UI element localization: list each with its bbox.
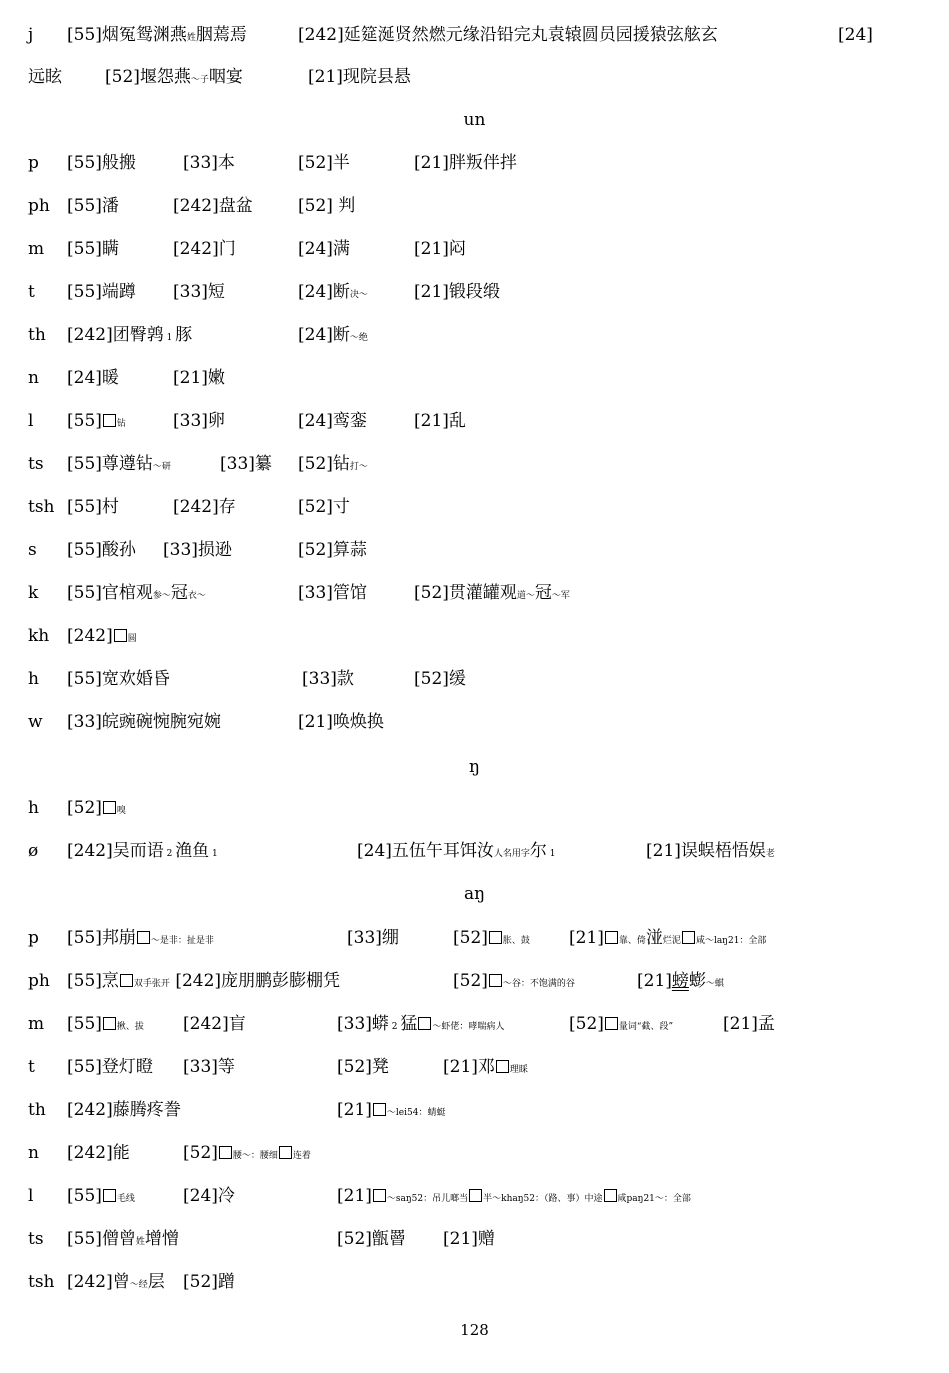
characters: [33]管馆 — [298, 583, 367, 603]
initial-label: p — [28, 153, 39, 173]
tone-group — [67, 322, 192, 351]
initial-row — [0, 1269, 949, 1295]
characters: [55]尊遵钻 — [67, 454, 153, 474]
tone-group — [723, 1011, 775, 1037]
gloss-note: 连着 — [292, 1151, 311, 1161]
missing-char-box — [469, 1189, 482, 1202]
initial-label: l — [28, 411, 34, 431]
gloss-note: 打～ — [349, 462, 368, 472]
tone-group — [298, 451, 368, 480]
characters: [33]款 — [302, 669, 354, 689]
gloss-note: ～经 — [129, 1280, 148, 1290]
tone-group — [308, 64, 411, 90]
missing-char-box — [103, 414, 116, 427]
characters: [55]酸孙 — [67, 540, 136, 560]
characters: [24]满 — [298, 239, 350, 259]
characters: [24]冷 — [183, 1186, 235, 1206]
gloss-note: ～saŋ52：吊儿啷当 — [386, 1194, 469, 1204]
tone-group — [337, 1226, 406, 1252]
tone-group — [298, 22, 718, 48]
characters: [21]锻段缎 — [414, 282, 500, 302]
gloss-note: 姓 — [186, 33, 196, 43]
characters: [55]宽欢婚昏 — [67, 669, 170, 689]
tone-group — [105, 64, 243, 93]
initial-row — [0, 795, 949, 821]
characters: 蟛 — [688, 971, 706, 991]
characters: [21]现院县悬 — [308, 67, 411, 87]
initial-row — [0, 365, 949, 391]
gloss-note: 胀、鼓 — [502, 936, 530, 946]
gloss-note: ～谷：不饱满的谷 — [502, 979, 575, 989]
gloss-note: 圆 — [127, 634, 137, 644]
initial-row — [0, 279, 949, 305]
tone-group — [173, 236, 236, 262]
gloss-note: 腰～：腰细 — [232, 1151, 278, 1161]
characters: [24]断 — [298, 325, 350, 345]
characters: [33]损逊 — [163, 540, 232, 560]
page-number: 128 — [460, 1321, 489, 1339]
characters: [33]蟒 — [337, 1014, 389, 1034]
characters: [33]绷 — [347, 928, 399, 948]
missing-char-box — [496, 1060, 509, 1073]
missing-char-box — [604, 1189, 617, 1202]
initial-label: ph — [28, 971, 50, 991]
underlined-characters: 螃 — [671, 971, 689, 991]
gloss-note: 参～ — [152, 591, 171, 601]
gloss-note: 人名用字 — [493, 849, 530, 859]
missing-char-box — [120, 974, 133, 987]
characters: [55]般搬 — [67, 153, 136, 173]
tone-group — [453, 968, 575, 997]
gloss-note: ～虾佬：哮喘病人 — [432, 1022, 505, 1032]
characters: [55]烹 — [67, 971, 119, 991]
tone-group — [298, 580, 367, 606]
characters: [52]蹭 — [183, 1272, 235, 1292]
gloss-note: 毛线 — [116, 1194, 135, 1204]
gloss-note: 2 — [388, 1022, 401, 1032]
tone-group — [414, 580, 570, 609]
initial-row — [0, 236, 949, 262]
tone-group — [569, 925, 766, 954]
gloss-note: 量词“截、段” — [618, 1022, 674, 1032]
characters: [21]胖叛伴拌 — [414, 153, 517, 173]
characters: [52] — [453, 971, 488, 991]
tone-group — [67, 1183, 135, 1212]
initial-row — [0, 580, 949, 606]
tone-group — [302, 666, 354, 692]
characters: [55]潘 — [67, 196, 119, 216]
characters: 渔鱼 — [175, 841, 210, 861]
tone-group — [67, 968, 340, 997]
tone-group — [67, 666, 170, 692]
characters: [55] — [67, 1014, 102, 1034]
tone-group — [298, 537, 367, 563]
missing-char-box — [137, 931, 150, 944]
initial-row — [0, 451, 949, 477]
initial-row — [0, 150, 949, 176]
tone-group — [443, 1226, 495, 1252]
tone-group — [443, 1054, 528, 1083]
characters: [52]凳 — [337, 1057, 389, 1077]
tone-group — [646, 838, 775, 867]
initial-label: t — [28, 282, 35, 302]
initial-row — [0, 623, 949, 649]
gloss-note: 揪、拔 — [116, 1022, 144, 1032]
initial-label: tsh — [28, 1272, 55, 1292]
characters: [21]唤焕换 — [298, 712, 384, 732]
characters: [52]缓 — [414, 669, 466, 689]
characters: [33]皖豌碗惋腕宛婉 — [67, 712, 221, 732]
initial-label: h — [28, 798, 39, 818]
tone-group — [183, 1054, 235, 1080]
tone-group — [67, 1054, 153, 1080]
gloss-note: 咸～laŋ21：全部 — [695, 936, 767, 946]
initial-label: n — [28, 1143, 39, 1163]
tone-group — [337, 1097, 445, 1126]
characters: [242]门 — [173, 239, 236, 259]
characters: [52] — [67, 798, 102, 818]
gloss-note: 姓 — [135, 1237, 145, 1247]
characters: [52] — [453, 928, 488, 948]
initial-row — [0, 537, 949, 563]
initial-label: th — [28, 325, 46, 345]
tone-group — [67, 1226, 179, 1255]
characters: [55]邦崩 — [67, 928, 136, 948]
characters: 远眩 — [28, 67, 62, 87]
tone-group — [183, 1011, 246, 1037]
gloss-note: ～lei54：蜻蜓 — [386, 1108, 446, 1118]
tone-group — [67, 1140, 130, 1166]
characters: [33]卵 — [173, 411, 225, 431]
gloss-note: 决～ — [349, 290, 368, 300]
gloss-note: 烂泥 — [662, 936, 681, 946]
initial-label: k — [28, 583, 39, 603]
tone-group — [67, 925, 214, 954]
tone-group — [414, 236, 466, 262]
characters: [52] 判 — [298, 196, 356, 216]
characters: [21] — [637, 971, 672, 991]
gloss-note: 道～ — [516, 591, 535, 601]
characters: [242]能 — [67, 1143, 130, 1163]
initial-row — [0, 925, 949, 951]
missing-char-box — [279, 1146, 292, 1159]
characters: [52]寸 — [298, 497, 350, 517]
missing-char-box — [219, 1146, 232, 1159]
initial-label: th — [28, 1100, 46, 1120]
initial-row — [0, 193, 949, 219]
tone-group — [298, 236, 350, 262]
gloss-note: 半～khaŋ52：（路、事）中途 — [483, 1194, 603, 1204]
tone-group — [298, 709, 384, 735]
characters: 豚 — [175, 325, 193, 345]
initial-label: j — [28, 25, 34, 45]
characters: [21] — [337, 1186, 372, 1206]
characters: 胭蔫焉 — [195, 25, 247, 45]
tone-group — [569, 1011, 673, 1040]
tone-group — [67, 1269, 165, 1298]
characters: [21]孟 — [723, 1014, 775, 1034]
initial-row — [0, 1140, 949, 1166]
missing-char-box — [373, 1189, 386, 1202]
gloss-note: ～研 — [152, 462, 171, 472]
initial-label: m — [28, 1014, 45, 1034]
gloss-note: 双手张开 — [133, 979, 170, 989]
tone-group — [347, 925, 399, 951]
tone-group — [67, 408, 126, 437]
tone-group — [414, 408, 466, 434]
gloss-note: 嗅 — [116, 806, 126, 816]
initial-row — [0, 1054, 949, 1080]
gloss-note: ～子 — [190, 75, 209, 85]
gloss-note: ～军 — [551, 591, 570, 601]
characters: [24]暖 — [67, 368, 119, 388]
initial-row — [0, 1183, 949, 1209]
characters: [21]赠 — [443, 1229, 495, 1249]
tone-group — [67, 236, 119, 262]
tone-group — [453, 925, 530, 954]
tone-group — [298, 279, 368, 308]
gloss-note: 钻 — [116, 419, 126, 429]
characters: [55] — [67, 411, 102, 431]
characters: [55]官棺观 — [67, 583, 153, 603]
initial-row — [0, 1011, 949, 1037]
characters: [242]藤腾疼誊 — [67, 1100, 181, 1120]
characters: 增憎 — [144, 1229, 179, 1249]
tone-group — [67, 150, 136, 176]
characters: [55]僧曾 — [67, 1229, 136, 1249]
tone-group — [357, 838, 556, 867]
characters: [21]闷 — [414, 239, 466, 259]
characters: [55]烟冤鸳渊燕 — [67, 25, 187, 45]
initial-label: s — [28, 540, 37, 560]
characters: 冠 — [170, 583, 188, 603]
characters: [33]等 — [183, 1057, 235, 1077]
tone-group — [183, 1140, 311, 1169]
tone-group — [67, 279, 136, 305]
characters: [21]邓 — [443, 1057, 495, 1077]
gloss-note: 1 — [546, 849, 556, 859]
initial-row — [0, 322, 949, 348]
characters: 冠 — [534, 583, 552, 603]
characters: 湴 — [645, 928, 663, 948]
tone-group — [838, 22, 873, 48]
initial-label: kh — [28, 626, 50, 646]
tone-group — [28, 64, 62, 90]
initial-label: n — [28, 368, 39, 388]
tone-group — [183, 1269, 235, 1295]
tone-group — [67, 537, 136, 563]
tone-group — [67, 838, 218, 867]
characters: 层 — [147, 1272, 165, 1292]
characters: 猛 — [400, 1014, 418, 1034]
gloss-note: 理睬 — [509, 1065, 528, 1075]
tone-group — [337, 1054, 389, 1080]
tone-group — [173, 365, 225, 391]
tone-group — [67, 193, 119, 219]
initial-label: l — [28, 1186, 34, 1206]
characters: [242]存 — [173, 497, 236, 517]
characters: [55]瞒 — [67, 239, 119, 259]
characters: [242]庞朋鹏彭膨棚凭 — [169, 971, 341, 991]
characters: [24] — [838, 25, 873, 45]
characters: [242]盲 — [183, 1014, 246, 1034]
characters: [33]本 — [183, 153, 235, 173]
missing-char-box — [605, 1017, 618, 1030]
tone-group — [298, 408, 367, 434]
missing-char-box — [605, 931, 618, 944]
tone-group — [67, 1097, 181, 1123]
initial-row — [0, 22, 949, 48]
final-heading: aŋ — [463, 884, 486, 904]
tone-group — [173, 193, 253, 219]
initial-label: p — [28, 928, 39, 948]
missing-char-box — [489, 931, 502, 944]
characters: [21]误蜈梧悟娱 — [646, 841, 766, 861]
characters: [242]团臀鹑 — [67, 325, 164, 345]
characters: [52]贯灌罐观 — [414, 583, 517, 603]
characters: [242]曾 — [67, 1272, 130, 1292]
missing-char-box — [682, 931, 695, 944]
initial-label: ø — [28, 841, 39, 861]
tone-group — [67, 580, 206, 609]
missing-char-box — [418, 1017, 431, 1030]
missing-char-box — [373, 1103, 386, 1116]
characters: 咽宴 — [208, 67, 243, 87]
characters: [52]甑罾 — [337, 1229, 406, 1249]
tone-group — [414, 279, 500, 305]
gloss-note: 靠、倚 — [618, 936, 646, 946]
initial-row — [0, 64, 949, 90]
tone-group — [298, 193, 355, 219]
tone-group — [183, 1183, 235, 1209]
characters: [55]登灯瞪 — [67, 1057, 153, 1077]
characters: [21]嫩 — [173, 368, 225, 388]
missing-char-box — [103, 1017, 116, 1030]
characters: [52] — [183, 1143, 218, 1163]
tone-group — [67, 494, 119, 520]
initial-row — [0, 1226, 949, 1252]
tone-group — [298, 322, 368, 351]
tone-group — [173, 408, 225, 434]
characters: [21]乱 — [414, 411, 466, 431]
tone-group — [67, 623, 137, 652]
tone-group — [67, 709, 221, 735]
tone-group — [414, 666, 466, 692]
gloss-note: 衣～ — [187, 591, 206, 601]
characters: [21] — [569, 928, 604, 948]
initial-row — [0, 666, 949, 692]
missing-char-box — [103, 1189, 116, 1202]
tone-group — [67, 22, 247, 51]
initial-row — [0, 968, 949, 994]
tone-group — [337, 1011, 504, 1040]
tone-group — [163, 537, 232, 563]
tone-group — [67, 1011, 144, 1040]
missing-char-box — [489, 974, 502, 987]
tone-group — [220, 451, 272, 477]
characters: [55]村 — [67, 497, 119, 517]
tone-group — [298, 150, 350, 176]
initial-label: h — [28, 669, 39, 689]
characters: [242]延筵涎贤然燃元缘沿铅完丸袁辕圆员园援猿弦舷玄 — [298, 25, 718, 45]
characters: [52] — [569, 1014, 604, 1034]
characters: [33]短 — [173, 282, 225, 302]
tone-group — [183, 150, 235, 176]
tone-group — [298, 494, 350, 520]
characters: [52]钻 — [298, 454, 350, 474]
gloss-note: 老 — [765, 849, 775, 859]
tone-group — [337, 1183, 691, 1212]
characters: 尔 — [529, 841, 547, 861]
missing-char-box — [103, 801, 116, 814]
gloss-note: 1 — [209, 849, 218, 859]
gloss-note: ～是非：扯是非 — [150, 936, 214, 946]
tone-group — [67, 365, 119, 391]
characters: [52]算蒜 — [298, 540, 367, 560]
initial-label: w — [28, 712, 43, 732]
final-heading: ŋ — [469, 757, 480, 777]
tone-group — [637, 968, 724, 997]
tone-group — [173, 279, 225, 305]
initial-label: tsh — [28, 497, 55, 517]
gloss-note: 1 — [163, 333, 176, 343]
missing-char-box — [114, 629, 127, 642]
initial-row — [0, 838, 949, 864]
initial-label: t — [28, 1057, 35, 1077]
gloss-note: ～绝 — [349, 333, 368, 343]
characters: [52]半 — [298, 153, 350, 173]
characters: [242]盘盆 — [173, 196, 253, 216]
tone-group — [67, 451, 171, 480]
initial-label: ts — [28, 454, 44, 474]
tone-group — [173, 494, 236, 520]
final-heading: un — [463, 110, 486, 130]
initial-label: m — [28, 239, 45, 259]
characters: [52]堰怨燕 — [105, 67, 191, 87]
characters: [24]五伍午耳饵汝 — [357, 841, 494, 861]
tone-group — [67, 795, 126, 824]
characters: [21] — [337, 1100, 372, 1120]
gloss-note: 咸paŋ21～：全部 — [617, 1194, 691, 1204]
characters: [242] — [67, 626, 113, 646]
initial-row — [0, 408, 949, 434]
characters: [55]端蹲 — [67, 282, 136, 302]
characters: [55] — [67, 1186, 102, 1206]
gloss-note: ～蜞 — [705, 979, 724, 989]
initial-label: ts — [28, 1229, 44, 1249]
gloss-note: 2 — [163, 849, 176, 859]
characters: [33]纂 — [220, 454, 272, 474]
initial-label: ph — [28, 196, 50, 216]
initial-row — [0, 709, 949, 735]
characters: [242]吴而语 — [67, 841, 164, 861]
initial-row — [0, 1097, 949, 1123]
characters: [24]鸾銮 — [298, 411, 367, 431]
characters: [24]断 — [298, 282, 350, 302]
initial-row — [0, 494, 949, 520]
tone-group — [414, 150, 517, 176]
